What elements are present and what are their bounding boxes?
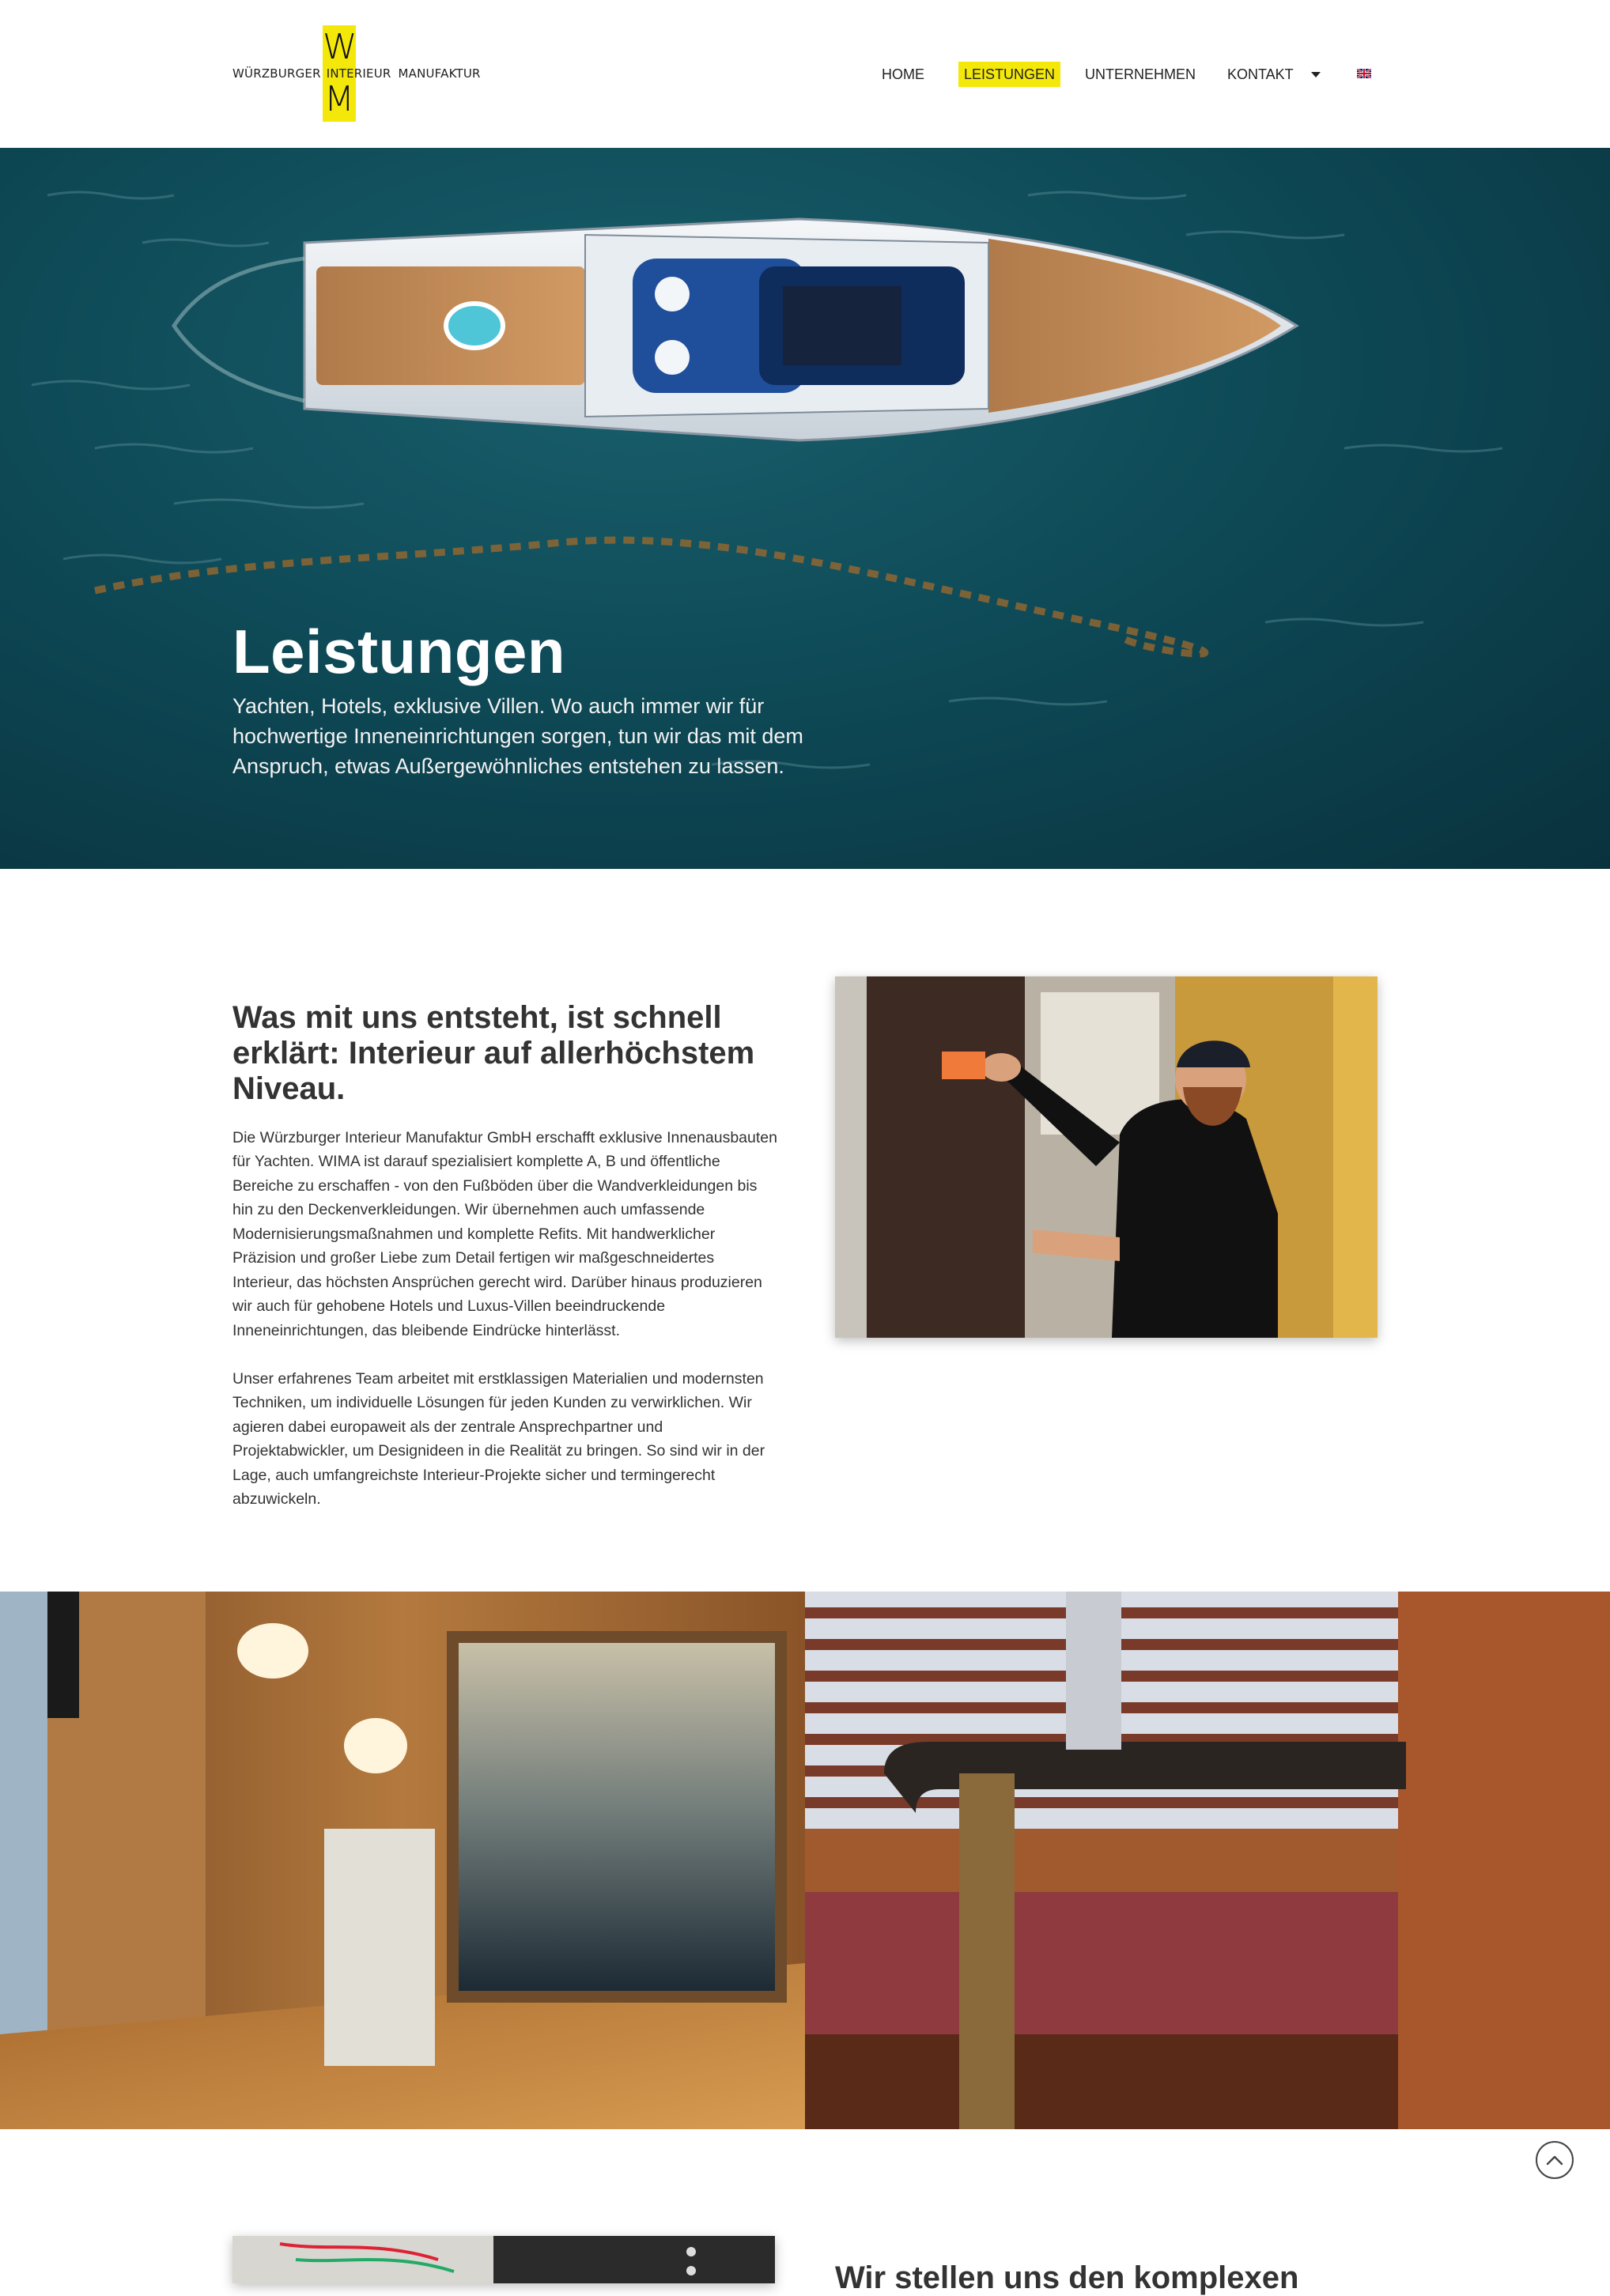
logo-letter-w: W xyxy=(323,27,357,67)
craftsman-photo xyxy=(835,976,1378,1338)
chevron-down-icon[interactable] xyxy=(1311,72,1321,77)
brand-logo[interactable] xyxy=(232,25,481,122)
intro-paragraph-1: Die Würzburger Interieur Manufaktur GmbH erschafft exklusive Innenausbauten für Yachten. WIMA ist darauf spezialisiert komplette A, B und öffentliche Bereiche zu erschaffen - von den Fußböden über die Wandverkleidungen bis hin zu den Deckenverkleidungen. Wir übernehmen auch umfassende Modernisierungsmaßnahmen und komplette Refits. Mit handwerklicher Präzision und großer Liebe zum Detail fertigen wir maßgeschneidertes Interieur, das höchsten Ansprüchen gerecht wird. Darüber hinaus produzieren wir auch für gehobene Hotels und Luxus-Villen beeindruckende Inneneinrichtungen, das bleibende Eindrücke hinterlässt. xyxy=(232,1128,777,1339)
scroll-to-top-button[interactable] xyxy=(1536,2141,1574,2179)
next-section-title: Wir stellen uns den komplexen xyxy=(835,2260,1299,2296)
workshop-photo xyxy=(232,2236,775,2283)
gallery-image-interior xyxy=(0,1592,805,2129)
hero-subtitle: Yachten, Hotels, exklusive Villen. Wo auch immer wir für hochwertige Inneneinrichtungen sorgen, tun wir das mit dem Anspruch, etwas Außergewöhnliches entstehen zu lassen. xyxy=(232,694,803,778)
logo-letter-m: M xyxy=(324,79,354,119)
nav-item-home[interactable]: HOME xyxy=(882,66,924,82)
logo-word-left: WÜRZBURGER xyxy=(232,66,321,81)
intro-title: Was mit uns entsteht, ist schnell erklärt: Interieur auf allerhöchstem Niveau. xyxy=(232,1000,755,1107)
nav-item-leistungen[interactable]: LEISTUNGEN xyxy=(958,62,1060,87)
uk-flag-icon[interactable] xyxy=(1357,69,1371,78)
site-header xyxy=(0,0,1610,148)
nav-item-unternehmen[interactable]: UNTERNEHMEN xyxy=(1085,66,1196,82)
logo-word-right: MANUFAKTUR xyxy=(398,66,481,81)
chevron-up-icon xyxy=(1545,2152,1564,2168)
hero-section xyxy=(0,148,1610,869)
gallery-image-yacht-detail xyxy=(805,1592,1610,2129)
logo-wordmark xyxy=(232,66,481,81)
intro-paragraph-2: Unser erfahrenes Team arbeitet mit erstklassigen Materialien und modernsten Techniken, um individuelle Lösungen für jeden Kunden zu verwirklichen. Wir agieren dabei europaweit als der zentrale Ansprechpartner und Projektabwickler, um Designideen in die Realität zu bringen. So sind wir in der Lage, auch umfangreichste Interieur-Projekte sicher und termingerecht abzuwickeln. xyxy=(232,1369,765,1508)
logo-word-mid: INTERIEUR xyxy=(326,66,391,81)
nav-item-kontakt[interactable]: KONTAKT xyxy=(1227,66,1294,82)
hero-title: Leistungen xyxy=(232,617,566,687)
